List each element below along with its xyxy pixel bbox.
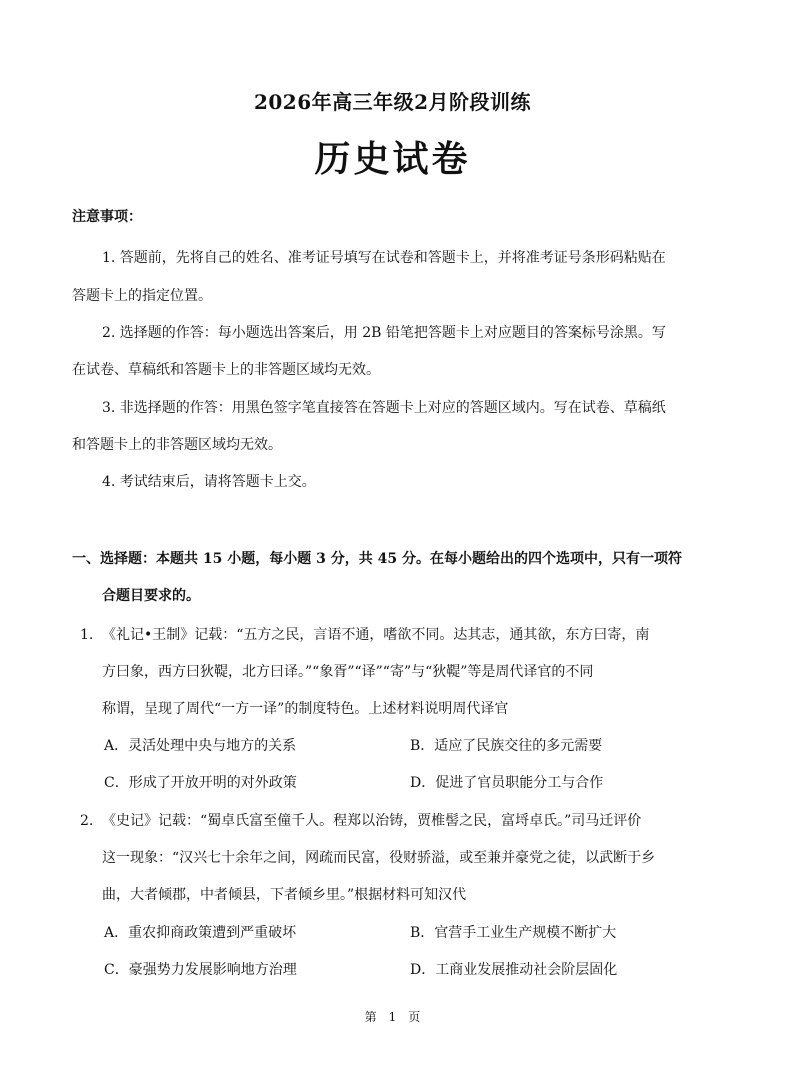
question-1-option-b: B．适应了民族交往的多元需要 [410, 738, 603, 754]
question-2-stem-line-1: 《史记》记载：“蜀卓氏富至僮千人。程郑以治铸，贾椎髻之民，富埒卓氏。”司马迁评价 [102, 813, 642, 829]
question-1-stem-line-3: 称谓，呈现了周代“一方一译”的制度特色。上述材料说明周代译官 [102, 701, 509, 717]
question-1-option-d: D．促进了官员职能分工与合作 [410, 775, 604, 791]
question-1-stem-line-2: 方曰象，西方曰狄鞮，北方曰译。”“象胥”“译”“寄”与“狄鞮”等是周代译官的不同 [102, 664, 594, 680]
section-heading-line-2: 合题目要求的。 [102, 588, 200, 604]
notice-item-2-line-1: 2. 选择题的作答：每小题选出答案后，用 2B 铅笔把答题卡上对应题目的答案标号涂黑。写 [102, 325, 666, 341]
notice-item-3-line-2: 和答题卡上的非答题区域均无效。 [72, 437, 282, 453]
notice-item-1-line-1: 1. 答题前，先将自己的姓名、准考证号填写在试卷和答题卡上，并将准考证号条形码粘贴在 [102, 250, 666, 266]
question-2-option-a: A．重农抑商政策遭到严重破坏 [104, 925, 297, 941]
question-1-option-c: C．形成了开放开明的对外政策 [104, 775, 297, 791]
exam-subtitle: 2026年高三年级2月阶段训练 [253, 90, 532, 114]
question-2-option-c: C．豪强势力发展影响地方治理 [104, 962, 297, 978]
exam-title: 历史试卷 [314, 138, 471, 180]
question-1-number: 1. [80, 627, 94, 643]
question-2-number: 2. [80, 813, 94, 829]
page-number: 第 1 页 [364, 1010, 421, 1024]
question-2-option-d: D．工商业发展推动社会阶层固化 [410, 962, 618, 978]
question-2-stem-line-2: 这一现象：“汉兴七十余年之间，网疏而民富，役财骄溢，或至兼并豪党之徒，以武断于乡 [102, 850, 656, 866]
section-heading-line-1: 一、选择题：本题共 15 小题，每小题 3 分，共 45 分。在每小题给出的四个选项中，只有一项符 [72, 551, 682, 567]
notice-item-4-line-1: 4. 考试结束后，请将答题卡上交。 [102, 474, 316, 490]
notice-item-2-line-2: 在试卷、草稿纸和答题卡上的非答题区域均无效。 [72, 362, 380, 378]
question-2-stem-line-3: 曲，大者倾郡，中者倾县，下者倾乡里。”根据材料可知汉代 [102, 887, 467, 903]
question-1-stem-line-1: 《礼记•王制》记载：“五方之民，言语不通，嗜欲不同。达其志，通其欲，东方曰寄，南 [102, 627, 650, 643]
notice-heading: 注意事项： [72, 209, 142, 225]
question-2-option-b: B．官营手工业生产规模不断扩大 [410, 925, 617, 941]
notice-item-1-line-2: 答题卡上的指定位置。 [72, 288, 212, 304]
notice-item-3-line-1: 3. 非选择题的作答：用黑色签字笔直接答在答题卡上对应的答题区域内。写在试卷、草稿纸 [102, 400, 666, 416]
question-1-option-a: A．灵活处理中央与地方的关系 [104, 738, 297, 754]
